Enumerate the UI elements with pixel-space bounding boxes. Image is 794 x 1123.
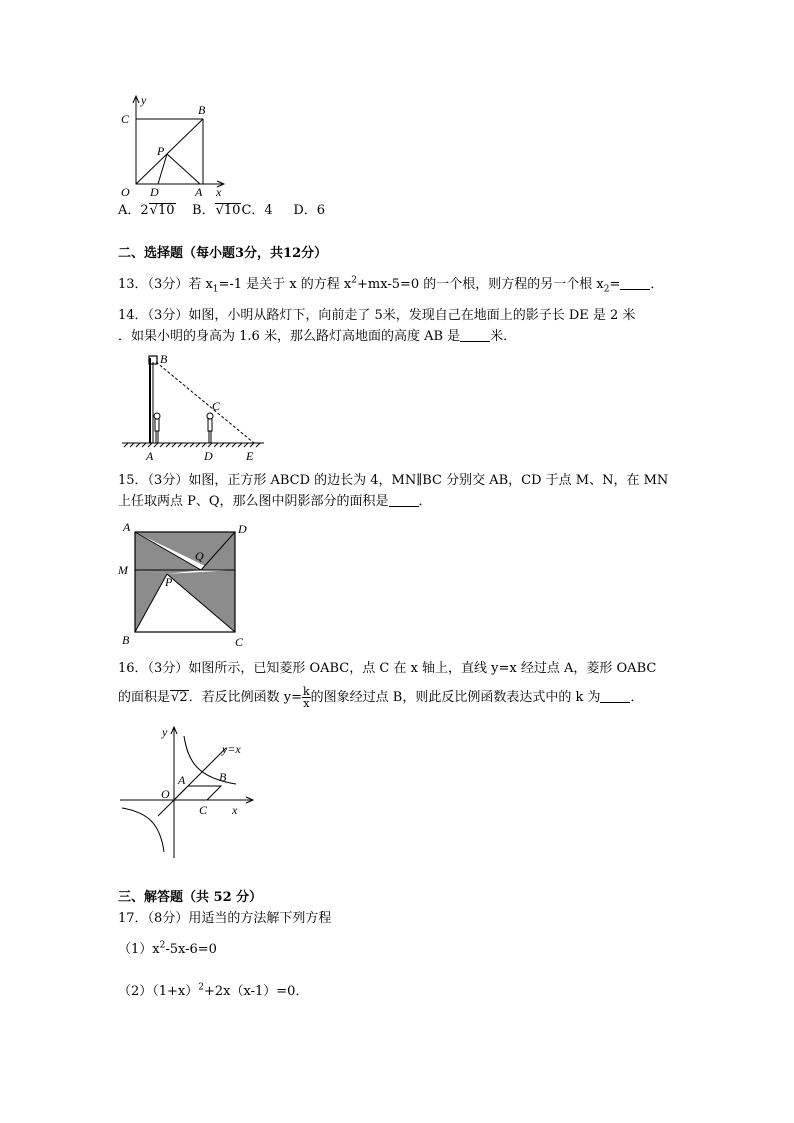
label-c: C <box>121 112 130 126</box>
person-near-pole <box>154 413 160 443</box>
section2-title: 二、选择题（每小题3分，共12分） <box>118 246 328 261</box>
q16-line1: 16．（3分）如图所示，已知菱形 OABC，点 C 在 x 轴上，直线 y=x 经过点 A，菱形 OABC <box>118 661 657 676</box>
q16-fraction <box>302 686 311 709</box>
section3-title: 三、解答题（共 52 分） <box>118 890 263 905</box>
q17-part2 <box>118 984 308 1000</box>
q15-figure <box>115 518 255 652</box>
q17-p2b: +2x（x-1）=0． <box>204 984 309 999</box>
q14-line2 <box>118 329 516 345</box>
label-c: C <box>212 399 221 413</box>
q13-part4: = <box>609 277 621 292</box>
line-y-equals-x <box>158 748 226 816</box>
label-o: O <box>121 185 130 199</box>
ground-hatch <box>124 443 260 447</box>
q15-line1: 15．（3分）如图，正方形 ABCD 的边长为 4，MN∥BC 分别交 AB，CD 于点 M、N，在 MN <box>118 473 669 488</box>
q15-line2a: 上任取两点 P、Q，那么图中阴影部分的面积是 <box>118 494 389 509</box>
q13-part2: =-1 是关于 x 的方程 x <box>218 277 352 292</box>
q13-sub2: 2 <box>603 284 610 295</box>
rhombus-oabc <box>174 786 221 800</box>
label-o: O <box>161 787 170 801</box>
q14-line2b: 米． <box>490 329 517 344</box>
option-a-label: A．2 <box>118 203 149 218</box>
q16-line2d: ． <box>630 690 644 705</box>
label-y: y <box>141 93 147 107</box>
q15-line2 <box>118 494 432 510</box>
q16-line2a: 的面积是 <box>118 690 171 705</box>
label-p: P <box>157 144 165 158</box>
q16-line2b: ．若反比例函数 y= <box>188 690 302 705</box>
label-b: B <box>160 352 168 366</box>
q12-figure <box>112 92 232 200</box>
q16-radical: √2 <box>171 690 188 705</box>
option-c: C．4 <box>241 203 273 218</box>
label-q: Q <box>195 549 204 563</box>
label-a: A <box>178 773 186 787</box>
label-b: B <box>198 103 206 117</box>
q17-p1sup: 2 <box>159 940 166 951</box>
q16-figure <box>118 722 258 862</box>
q16-answer-blank[interactable] <box>600 690 630 703</box>
q15-line2b: ． <box>418 494 432 509</box>
q12-options <box>118 203 325 219</box>
label-a: A <box>123 520 131 534</box>
label-d: D <box>204 449 213 463</box>
label-d: D <box>238 522 247 536</box>
option-d: D．6 <box>293 203 326 218</box>
q16-line2c: 的图象经过点 B，则此反比例函数表达式中的 k 为 <box>310 690 601 705</box>
q14-figure <box>118 350 268 464</box>
label-c: C <box>235 635 244 649</box>
q13-answer-blank[interactable] <box>620 277 650 290</box>
label-b: B <box>219 770 227 784</box>
q13-part3: +mx-5=0 的一个根，则方程的另一个根 x <box>357 277 604 292</box>
option-a-radical: √10 <box>149 203 175 218</box>
q17-p2a: （2）（1+x） <box>118 984 199 999</box>
hyperbola-branch-2 <box>122 808 164 852</box>
q15-answer-blank[interactable] <box>389 494 419 507</box>
q13-end: ． <box>650 277 664 292</box>
label-p: P <box>165 575 173 589</box>
q17-part1 <box>118 942 217 958</box>
q17-p2sup: 2 <box>198 982 205 993</box>
option-b-radical: √10 <box>215 203 241 218</box>
q17-p1b: -5x-6=0 <box>165 942 217 957</box>
q16-radicand: 2 <box>179 690 188 705</box>
option-b-label: B． <box>192 203 215 218</box>
label-x: x <box>216 185 222 199</box>
label-m: M <box>118 563 128 577</box>
label-d: D <box>150 185 159 199</box>
q14-line1: 14．（3分）如图，小明从路灯下，向前走了 5米，发现自己在地面上的影子长 DE 是 2 米 <box>118 308 636 323</box>
label-b: B <box>122 633 130 647</box>
segment-pa <box>167 154 200 184</box>
q13-sup1: 2 <box>351 275 357 286</box>
label-y: y <box>162 725 168 739</box>
q14-answer-blank[interactable] <box>460 329 490 342</box>
q14-line2a: ．如果小明的身高为 1.6 米，那么路灯高地面的高度 AB 是 <box>118 329 461 344</box>
option-a-radicand: 10 <box>157 203 175 218</box>
diagonal-ob <box>136 119 203 184</box>
label-y-equals-x: y=x <box>222 742 241 756</box>
light-ray <box>156 362 254 443</box>
label-a: A <box>146 449 154 463</box>
option-b-radicand: 10 <box>223 203 241 218</box>
q13-part1: 13．（3分）若 x <box>118 277 213 292</box>
q16-frac-den: x <box>303 697 310 710</box>
q13-text <box>118 277 663 293</box>
label-x: x <box>232 803 238 817</box>
label-a: A <box>195 185 203 199</box>
q17-title: 17．（8分）用适当的方法解下列方程 <box>118 911 332 926</box>
label-c: C <box>199 803 208 817</box>
person-xiaoming <box>207 413 213 443</box>
q16-line2 <box>118 686 643 709</box>
q16-frac-num: k <box>302 685 310 698</box>
label-e: E <box>246 449 254 463</box>
q17-p1a: （1）x <box>118 942 160 957</box>
q13-sub1: 1 <box>212 284 219 295</box>
